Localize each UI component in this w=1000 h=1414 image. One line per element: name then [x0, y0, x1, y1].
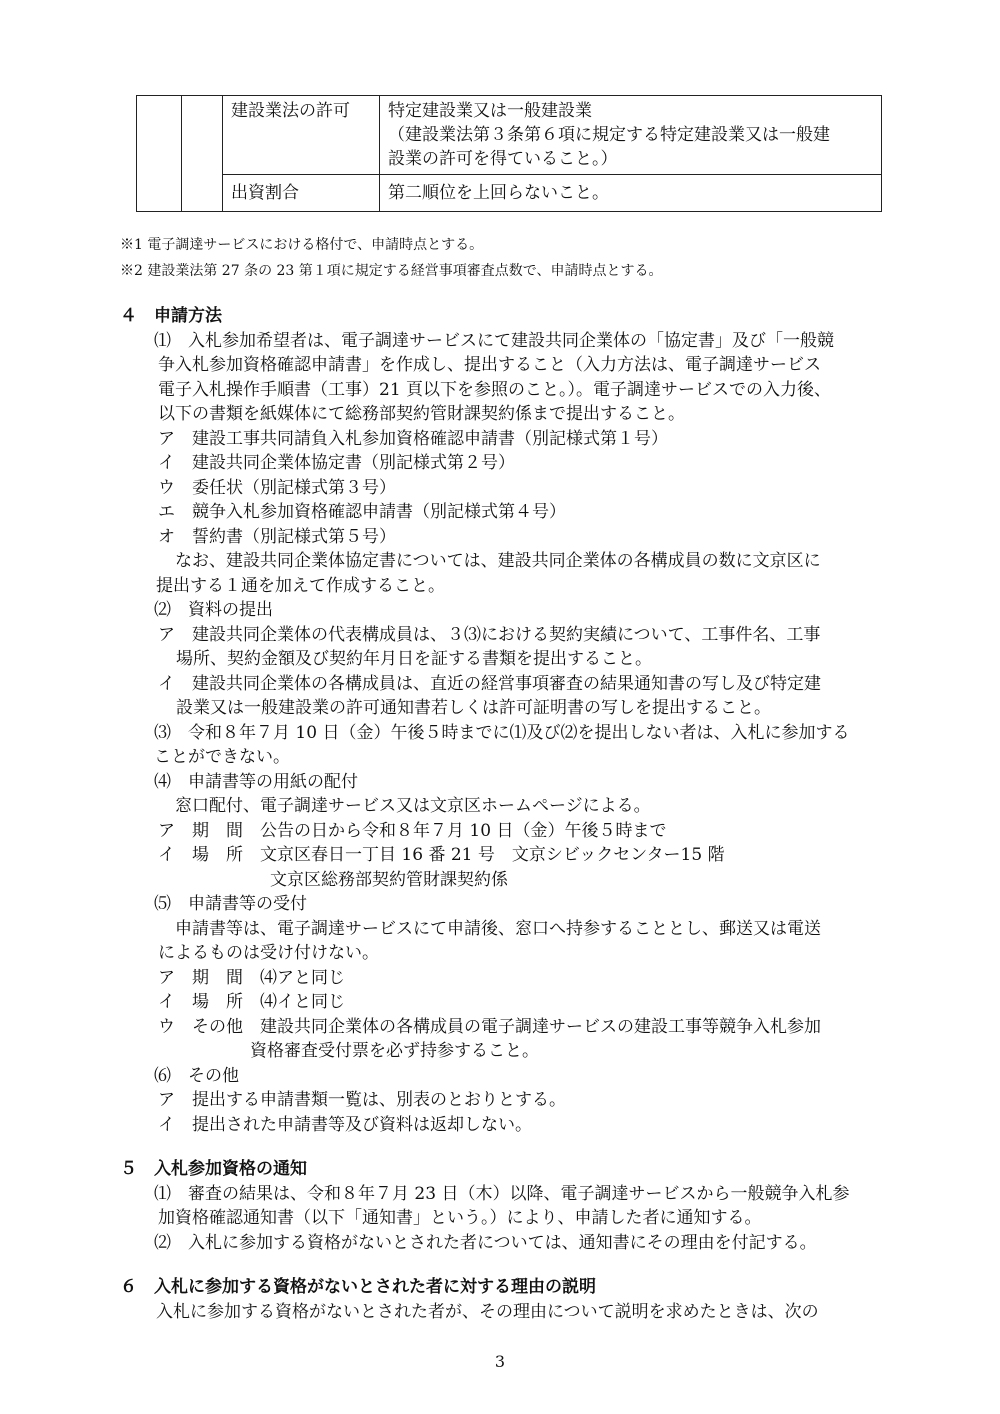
list-item: ア 期 間 公告の日から令和８年７月 10 日（金）午後５時まで	[158, 820, 667, 841]
list-item: ア 提出する申請書類一覧は、別表のとおりとする。	[158, 1090, 566, 1110]
section-heading: ６ 入札に参加する資格がないとされた者に対する理由の説明	[120, 1277, 596, 1297]
list-item: イ 提出された申請書等及び資料は返却しない。	[158, 1114, 532, 1135]
paragraph-line: 電子入札操作手順書（工事）21 頁以下を参照のこと。）。電子調達サービスでの入力後、	[158, 379, 832, 400]
paragraph-line: ⑴ 審査の結果は、令和８年７月 23 日（木）以降、電子調達サービスから一般競争入札参	[154, 1183, 850, 1204]
document-body	[120, 304, 882, 1324]
subsection-title: ⑸ 申請書等の受付	[154, 894, 307, 914]
paragraph-line: ⑶ 令和８年７月 10 日（金）午後５時までに⑴及び⑵を提出しない者は、入札に参加する	[154, 722, 850, 743]
paragraph-line: 資格審査受付票を必ず持参すること。	[250, 1041, 539, 1061]
paragraph-line: 以下の書類を紙媒体にて総務部契約管財課契約係まで提出すること。	[158, 404, 685, 424]
list-item: イ 建設共同企業体の各構成員は、直近の経営事項審査の結果通知書の写し及び特定建	[158, 673, 821, 694]
list-item: イ 場 所 文京区春日一丁目 16 番 21 号 文京シビックセンター15 階	[158, 845, 725, 865]
paragraph-line: 場所、契約金額及び契約年月日を証する書類を提出すること。	[176, 649, 652, 669]
table-row	[137, 96, 882, 175]
table-cell-empty	[137, 96, 182, 212]
table-cell-label: 建設業法の許可	[223, 96, 380, 175]
list-item: ア 期 間 ⑷アと同じ	[158, 967, 345, 988]
table-cell-line: 設業の許可を得ていること。）	[388, 149, 618, 169]
list-item: エ 競争入札参加資格確認申請書（別記様式第４号）	[158, 502, 566, 522]
table-cell-line: 特定建設業又は一般建設業	[388, 101, 592, 121]
footnote: ※1 電子調達サービスにおける格付で、申請時点とする。	[120, 237, 484, 253]
qualification-table	[136, 95, 882, 212]
list-item: ウ その他 建設共同企業体の各構成員の電子調達サービスの建設工事等競争入札参加	[158, 1016, 821, 1037]
subsection-title: ⑵ 資料の提出	[154, 600, 273, 620]
paragraph-line: 争入札参加資格確認申請書」を作成し、提出すること（入力方法は、電子調達サービス	[158, 355, 821, 375]
paragraph-line: 申請書等は、電子調達サービスにて申請後、窓口へ持参することとし、郵送又は電送	[175, 918, 821, 939]
paragraph-line: なお、建設共同企業体協定書については、建設共同企業体の各構成員の数に文京区に	[175, 551, 821, 571]
subsection-title: ⑷ 申請書等の用紙の配付	[154, 771, 358, 792]
list-item: イ 建設共同企業体協定書（別記様式第２号）	[158, 453, 515, 473]
paragraph-line: 提出する１通を加えて作成すること。	[156, 575, 445, 596]
paragraph-line: ⑴ 入札参加希望者は、電子調達サービスにて建設共同企業体の「協定書」及び「一般競	[154, 330, 834, 351]
paragraph-line: 入札に参加する資格がないとされた者が、その理由について説明を求めたときは、次の	[156, 1301, 819, 1322]
spacer	[120, 1255, 882, 1275]
footnote: ※2 建設業法第 27 条の 23 第１項に規定する経営事項審査点数で、申請時点とする。	[120, 263, 663, 279]
list-item: ウ 委任状（別記様式第３号）	[158, 477, 396, 498]
subsection-title: ⑹ その他	[154, 1065, 239, 1086]
list-item: ア 建設共同企業体の代表構成員は、３⑶における契約実績について、工事件名、工事	[158, 624, 821, 645]
spacer	[120, 1137, 882, 1157]
paragraph-line: 加資格確認通知書（以下「通知書」という。）により、申請した者に通知する。	[158, 1208, 762, 1228]
paragraph-line: 窓口配付、電子調達サービス又は文京区ホームページによる。	[175, 796, 651, 816]
paragraph-line: ことができない。	[154, 747, 290, 767]
paragraph-line: 文京区総務部契約管財課契約係	[270, 869, 508, 890]
table-cell-label: 出資割合	[223, 175, 380, 212]
paragraph-line: によるものは受け付けない。	[158, 943, 379, 963]
paragraph-line: ⑵ 入札に参加する資格がないとされた者については、通知書にその理由を付記する。	[154, 1232, 817, 1253]
table-cell-value: 第二順位を上回らないこと。	[380, 175, 882, 212]
section-heading: ５ 入札参加資格の通知	[120, 1159, 307, 1179]
table-footnotes	[120, 232, 663, 284]
section-heading: ４ 申請方法	[120, 306, 222, 326]
list-item: オ 誓約書（別記様式第５号）	[158, 526, 396, 547]
table-row	[137, 175, 882, 212]
page-number: 3	[494, 1352, 506, 1371]
list-item: ア 建設工事共同請負入札参加資格確認申請書（別記様式第１号）	[158, 428, 668, 449]
paragraph-line: 設業又は一般建設業の許可通知書若しくは許可証明書の写しを提出すること。	[176, 698, 771, 718]
table-cell-empty	[182, 96, 223, 212]
table-cell-value	[380, 96, 882, 175]
list-item: イ 場 所 ⑷イと同じ	[158, 992, 345, 1012]
table-cell-line: （建設業法第３条第６項に規定する特定建設業又は一般建	[388, 125, 830, 145]
